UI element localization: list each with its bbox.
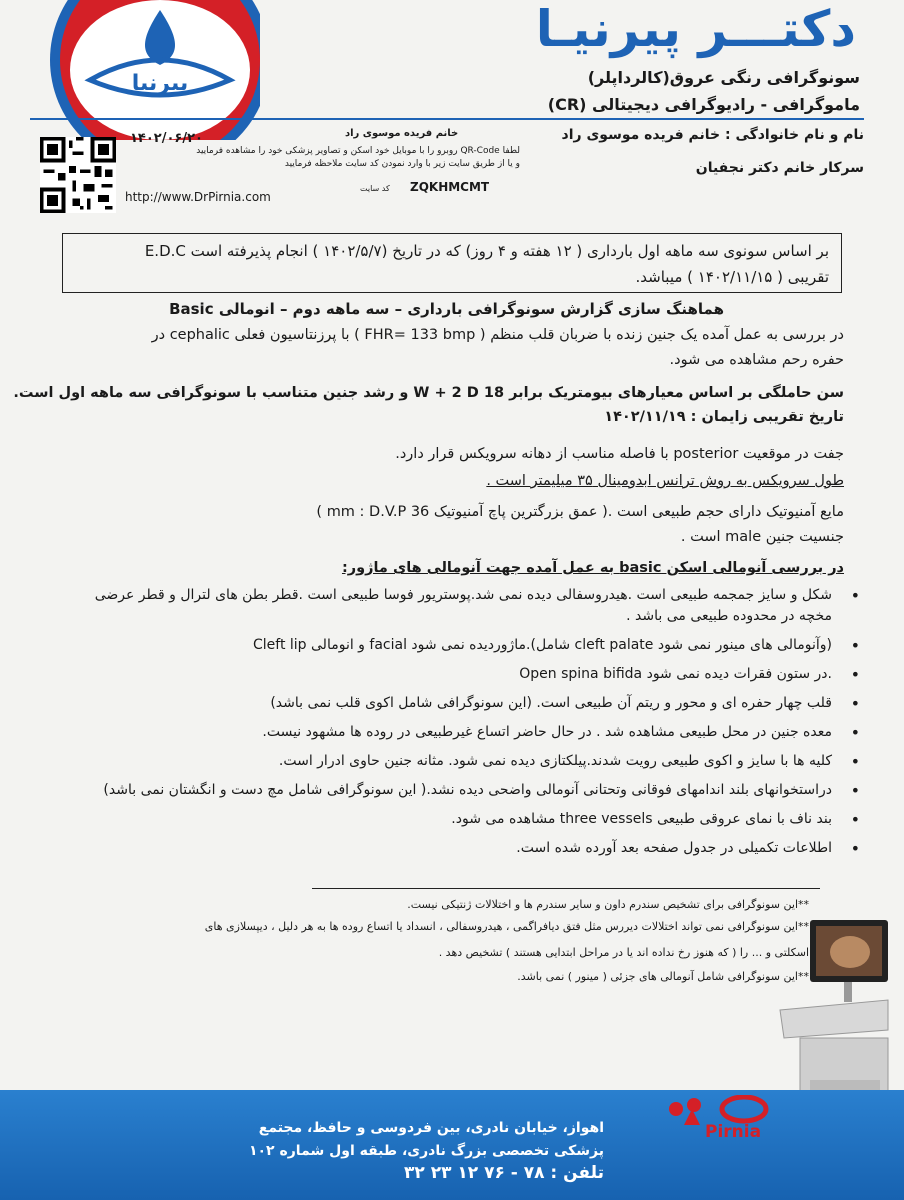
website-link[interactable]: http://www.DrPirnia.com <box>125 190 271 204</box>
qr-instruction-1: لطفا QR-Code روبرو را با موبایل خود اسکن و تصاویر پزشکی خود را مشاهده فرمایید <box>196 146 520 156</box>
footnote: اسکلتی و ... را ( که هنوز رخ نداده اند یا در مراحل ابتدایی هستند ) تشخیص دهد . <box>438 946 809 959</box>
report-placenta: جفت در موقعیت posterior با فاصله مناسب از دهانه سرویکس قرار دارد. <box>395 446 844 462</box>
qr-instruction-2: و یا از طریق سایت زیر با وارد نمودن کد سایت ملاحظه فرمایید <box>284 159 520 169</box>
referring-doctor: سرکار خانم دکتر نجفیان <box>695 160 864 176</box>
edc-line-2: تقریبی ( ۱۴۰۲/۱۱/۱۵ ) میباشد. <box>635 268 829 286</box>
report-anomaly-heading: در بررسی آنومالی اسکن basic به عمل آمده جهت آنومالی های ماژور: <box>341 560 844 576</box>
report-due-date: تاریخ تقریبی زایمان : ۱۴۰۲/۱۱/۱۹ <box>604 409 844 425</box>
list-item: • Open spina bifida در ستون فقرات دیده نمی شود. <box>64 664 864 685</box>
report-paragraph-heartbeat: در بررسی به عمل آمده یک جنین زنده با ضربان قلب منظم ( FHR= 133 bmp ) با پرزنتاسیون فعلی cephalic در <box>151 327 844 343</box>
footnote: **این سونوگرافی نمی تواند اختلالات دیررس مثل فتق دیافراگمی ، هیدروسفالی ، انسداد یا اتساع روده ها به هر دلیل ، دیپسلازی های <box>204 920 809 933</box>
list-item: • شکل و سایز جمجمه طبیعی است .هیدروسفالی دیده نمی شد.پوستریور فوسا طبیعی است .قطر بطن های لترال و قطر عرضی مخچه در محدوده طبیعی می باشد . <box>64 585 864 627</box>
site-code: ZQKHMCMT <box>410 180 490 194</box>
footnote-divider <box>312 888 820 889</box>
service-line-1: سونوگرافی رنگی عروق(کالرداپلر) <box>587 68 860 87</box>
footer-address-2: پزشکی تخصصی بزرگ نادری، طبقه اول شماره ۱۰۲ <box>248 1143 604 1159</box>
findings-list <box>64 585 864 867</box>
qr-code-icon[interactable] <box>40 137 116 213</box>
patient-name: نام و نام خانوادگی : خانم فریده موسوی راد <box>561 127 864 143</box>
list-item: • معده جنین در محل طبیعی مشاهده شد . در حال حاضر اتساع غیرطبیعی در روده ها مشهود نیست. <box>64 722 864 743</box>
brand-title: دکتـــر پیرنیـا <box>535 0 856 58</box>
list-item: • دراستخوانهای بلند اندامهای فوقانی وتحتانی آنومالی واضحی دیده نشد.( این سونوگرافی شامل مچ دست و انگشتان نمی باشد) <box>64 780 864 801</box>
list-item: • کلیه ها با سایز و اکوی طبیعی رویت شدند.پیلکتازی دیده نمی شود. مثانه جنین حاوی ادرار است. <box>64 751 864 772</box>
qr-patient-name: خانم فریده موسوی راد <box>345 128 459 139</box>
footer-address-1: اهواز، خیابان نادری، بین فردوسی و حافظ، مجتمع <box>258 1120 604 1136</box>
edc-box <box>62 233 842 293</box>
report-amniotic-fluid: مایع آمنیوتیک دارای حجم طبیعی است .( عمق بزرگترین پاچ آمنیوتیک 36 mm : D.V.P ) <box>316 504 844 520</box>
report-fetal-sex: جنسیت جنین male است . <box>680 529 844 545</box>
footnote: **این سونوگرافی شامل آنومالی های جزئی ( مینور ) نمی باشد. <box>517 970 809 983</box>
footnote: **این سونوگرافی برای تشخیص سندرم داون و سایر سندرم ها و اختلالات ژنتیکی نیست. <box>407 898 809 911</box>
list-item: • اطلاعات تکمیلی در جدول صفحه بعد آورده شده است. <box>64 838 864 859</box>
edc-line-1: بر اساس سونوی سه ماهه اول بارداری ( ۱۲ هفته و ۴ روز) که در تاریخ (۱۴۰۲/۵/۷ ) انجام پذیرفته است E.D.C <box>144 242 829 260</box>
logo-text: پیرنیا <box>131 71 189 96</box>
service-line-2: ماموگرافی - رادیوگرافی دیجیتالی (CR) <box>547 95 860 114</box>
report-date: ۱۴۰۲/۰۶/۲۰ <box>130 131 203 146</box>
list-item: • Cleft lip و انومالی facial ماژوردیده نمی شود.(شامل cleft palate وآنومالی های مینور نمی شود) <box>64 635 864 656</box>
report-title: هماهنگ سازی گزارش سونوگرافی بارداری – سه ماهه دوم – انومالی Basic <box>169 300 724 318</box>
header-divider <box>30 118 864 120</box>
report-paragraph-heartbeat-cont: حفره رحم مشاهده می شود. <box>669 352 844 368</box>
report-paragraph-gestational-age: سن حاملگی بر اساس معیارهای بیومتریک برابر 18 W + 2 D و رشد جنین متناسب با سونوگرافی سه ماهه اول است. <box>13 385 844 401</box>
site-code-label: کد سایت <box>360 184 390 193</box>
pirnia-logo-text: Pirnia <box>705 1122 762 1142</box>
list-item: • قلب چهار حفره ای و محور و ریتم آن طبیعی است. (این سونوگرافی شامل اکوی قلب نمی باشد) <box>64 693 864 714</box>
footer-phone: تلفن : ۷۸ - ۷۶ ۱۲ ۲۳ ۳۲ <box>404 1163 604 1183</box>
report-cervix-length: طول سرویکس به روش ترانس ابدومینال ۳۵ میلیمتر است . <box>486 473 844 489</box>
list-item: • بند ناف با نمای عروقی طبیعی three vessels مشاهده می شود. <box>64 809 864 830</box>
